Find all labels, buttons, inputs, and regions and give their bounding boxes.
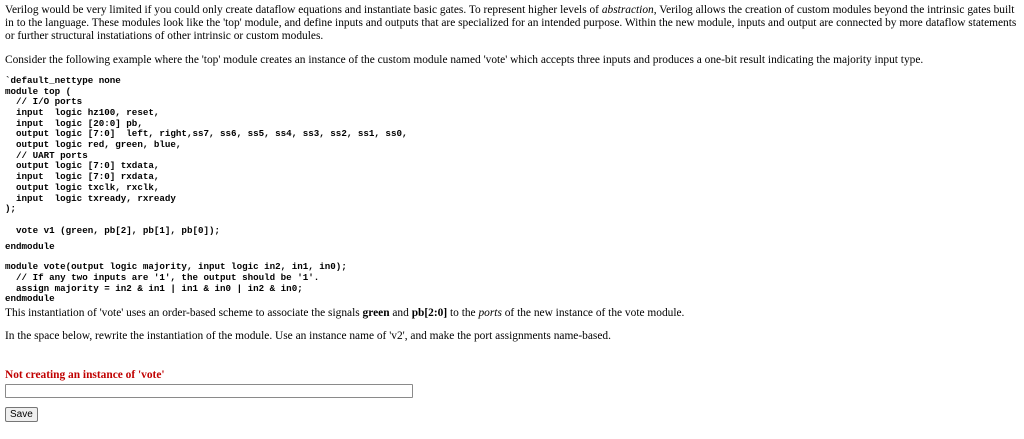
code-block-instantiation: vote v1 (green, pb[2], pb[1], pb[0]); <box>5 224 221 236</box>
intro-text-1: Verilog would be very limited if you could only create dataflow equations and instantiate basic gates. To represent higher levels of <box>5 4 602 16</box>
status-message: Not creating an instance of 'vote' <box>5 368 165 381</box>
instantiation-text-2: to the <box>447 307 479 320</box>
save-button[interactable]: Save <box>5 407 38 422</box>
ports-term: ports <box>478 307 502 320</box>
intro-paragraph <box>5 4 1018 44</box>
code-block-endmodule: endmodule <box>5 240 55 252</box>
intro-text-2: , Verilog allows the creation of custom modules beyond the intrinsic gates built in to the language. These modules look like the 'top' module, and define inputs and outputs that are specialized for an intended purpose. Within the new module, inputs and output are connected by more dataflow statements or further structural instatiations of other intrinsic or custom modules. <box>5 4 1017 43</box>
signal-pb: pb[2:0] <box>411 307 448 320</box>
signal-green: green <box>362 307 390 320</box>
answer-input[interactable] <box>5 384 413 398</box>
instantiation-text-3: of the new instance of the vote module. <box>501 307 685 320</box>
consider-paragraph: Consider the following example where the 'top' module creates an instance of the custom module named 'vote' which accepts three inputs and produces a one-bit result indicating the majority input type. <box>5 53 924 66</box>
code-block-top-module: `default_nettype none module top ( // I/O ports input logic hz100, reset, input logic [20:0] pb, output logic [7:0] left, right,ss7, ss6, ss5, ss4, ss3, ss2, ss1, ss0, output logic red, green, blue, // UART ports output logic [7:0] txdata, input logic [7:0] rxdata, output logic txclk, rxclk, input logic txready, rxready ); <box>5 74 408 215</box>
instantiation-paragraph <box>5 307 1018 320</box>
instantiation-text-and: and <box>389 307 412 320</box>
instantiation-text-1: This instantiation of 'vote' uses an order-based scheme to associate the signals <box>5 307 363 320</box>
instructions-paragraph: In the space below, rewrite the instantiation of the module. Use an instance name of 'v2', and make the port assignments name-based. <box>5 330 611 343</box>
intro-abstraction-term: abstraction <box>601 4 654 16</box>
code-block-vote-module: module vote(output logic majority, input logic in2, in1, in0); // If any two inputs are '1', the output should be '1'. assign majority = in2 & in1 | in1 & in0 | in2 & in0; endmodule <box>5 261 347 305</box>
